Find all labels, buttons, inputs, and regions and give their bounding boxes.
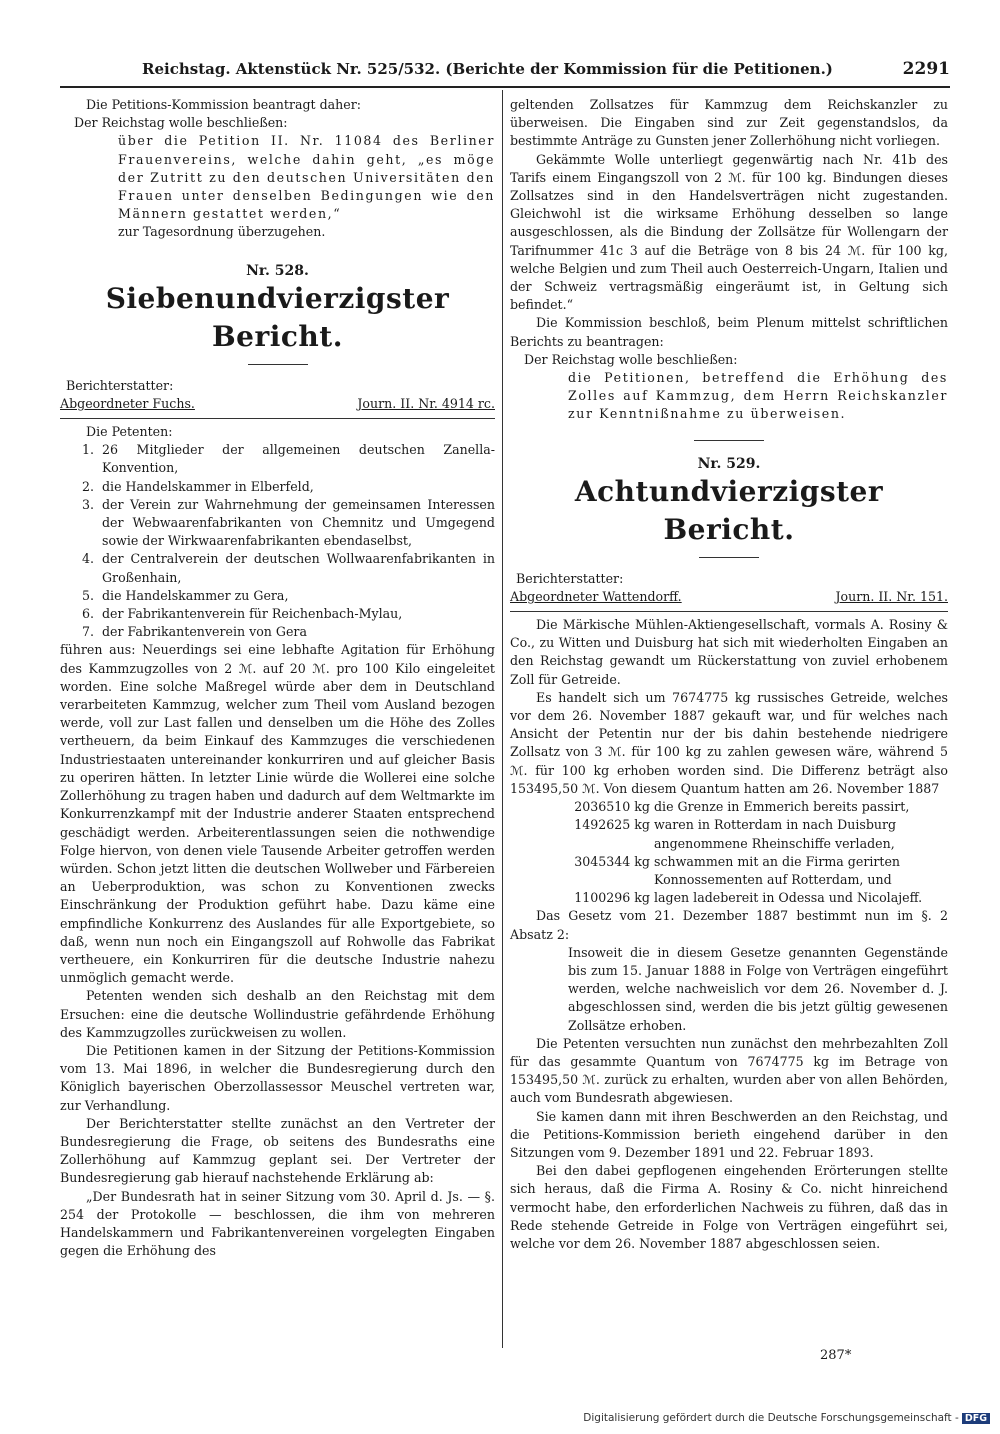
sheet-signature: 287* [820, 1348, 852, 1363]
report-number: Nr. 529. [697, 455, 761, 472]
rapporteur-label: Berichterstatter: [66, 377, 174, 393]
paragraph: Die Petitions-Kommission beantragt daher: [86, 97, 361, 112]
paragraph: führen aus: Neuerdings sei eine lebhafte Agitation für Erhöhung des Kammzugzolles von 2 ℳ. auf 20 ℳ. pro 100 Kilo eingeleitet worden. Eine solche Maßregel würde aber dem in Deutschland verarbeiteten Kammzug, welcher zum Theil vom Ausland bezogen werde, voll zur Last fallen und denselben um die Höhe des Zolles vertheuern, da beim Einkauf des Kammzuges die verschiedenen Industriestaaten untereinander konkurriren und auf gleicher Basis zu operiren hätten. In letzter Linie würde die Wollerei eine solche Zollerhöhung zu tragen haben und dadurch auf dem Weltmarkte im Konkurrenzkampf mit der Industrie anderer Staaten entsprechend geschädigt werden. Arbeiterentlassungen seien die nothwendige Folge hiervon, von denen viele Tausende Arbeiter getroffen werden würden. Schon jetzt litten die deutschen Wollweber und Färbereien an Ueberproduktion, was schon zu Konventionen zwecks Einschränkung der Produktion geführt habe. Dazu käme eine empfindliche Konkurrenz des Auslandes für alle Exportgebiete, so daß, wenn nun noch ein Eingangszoll auf Rohwolle das Fabrikat vertheuere, ein Konkurriren für die deutsche Industrie nahezu unmöglich gemacht werde. [60, 642, 495, 986]
rapporteur-name: Abgeordneter Wattendorff. [510, 589, 682, 605]
right-column [510, 96, 948, 1253]
header-title: Reichstag. Aktenstück Nr. 525/532. (Berichte der Kommission für die Petitionen.) [142, 60, 833, 78]
paragraph: geltenden Zollsatzes für Kammzug dem Reichskanzler zu überweisen. Die Eingaben sind zur Zeit gegenstandslos, da bestimmte Anträge zu Gunsten jener Zollerhöhung nicht vorliegen. [510, 97, 948, 149]
report-title: Siebenundvierzigster Bericht. [105, 281, 450, 353]
table-row: 1100296 kg lagen ladebereit in Odessa und Nicolajeff. [574, 890, 923, 906]
paragraph: Der Reichstag wolle beschließen: [524, 351, 738, 367]
quantity-table [510, 798, 948, 907]
list-item: 4. der Centralverein der deutschen Wollwaarenfabrikanten in Großenhain, [82, 551, 495, 585]
column-divider [502, 90, 503, 1348]
rapporteur-row [510, 588, 948, 608]
paragraph: Die Petitionen kamen in der Sitzung der Petitions-Kommission vom 13. Mai 1896, in welcher die Bundesregierung durch den Königlich bayerischen Oberzollassessor Meuschel vertreten war, zur Verhandlung. [60, 1042, 495, 1113]
paragraph: Das Gesetz vom 21. Dezember 1887 bestimmt nun im §. 2 Absatz 2: [510, 908, 948, 942]
table-row: 3045344 kg schwammen mit an die Firma gerirten Konnossementen auf Rotterdam, und [574, 853, 901, 887]
list-item: 6. der Fabrikantenverein für Reichenbach-Mylau, [82, 606, 403, 622]
left-column [60, 96, 495, 1260]
journal-number: Journ. II. Nr. 151. [835, 589, 948, 605]
footer-credit [583, 1412, 990, 1424]
list-item: 2. die Handelskammer in Elberfeld, [82, 478, 314, 494]
section-rule [694, 440, 764, 441]
quoted-law: Insoweit die in diesem Gesetze genannten Gegenstände bis zum 15. Januar 1888 in Folge von Verträgen eingeführt werden, welche nachweislich vor dem 26. November d. J. abgeschlossen sind, werden die bis jetzt gültig gewesenen Zollsätze erhoben. [568, 944, 948, 1033]
table-row: 1492625 kg waren in Rotterdam in nach Duisburg angenommene Rheinschiffe verladen, [574, 817, 897, 851]
title-rule [248, 364, 308, 365]
page-number: 2291 [902, 59, 950, 79]
paragraph: Die Märkische Mühlen-Aktiengesellschaft, vormals A. Rosiny & Co., zu Witten und Duisburg hat sich mit wiederholten Eingaben an den Reichstag gewandt um Rückerstattung von zuviel erhobenem Zoll für Getreide. [510, 617, 948, 687]
rapporteur-label: Berichterstatter: [516, 570, 624, 586]
motion-text: über die Petition II. Nr. 11084 des Berliner Frauenvereins, welche dahin geht, „es möge der Zutritt zu den deutschen Universitäten den Frauen unter denselben Bedingungen wie den Männern gestattet werden,“ [118, 133, 495, 222]
paragraph: Bei den dabei gepflogenen eingehenden Erörterungen stellte sich heraus, daß die Firma A. Rosiny & Co. nicht hinreichend vermocht habe, den erforderlichen Nachweis zu führen, daß das in Rede stehende Getreide in Folge von Verträgen eingeführt sei, welche vor dem 26. November 1887 abgeschlossen seien. [510, 1163, 948, 1251]
paragraph: Die Petenten versuchten nun zunächst den mehrbezahlten Zoll für das gesammte Quantum von 7674775 kg im Betrage von 153495,50 ℳ. zurück zu erhalten, wurden aber von allen Behörden, auch vom Bundesrath abgewiesen. [510, 1035, 948, 1106]
rapporteur-name: Abgeordneter Fuchs. [60, 396, 195, 412]
paragraph: Gekämmte Wolle unterliegt gegenwärtig nach Nr. 41b des Tarifs einem Eingangszoll von 2 ℳ. für 100 kg. Bindungen dieses Zollsatzes sind in den Handelsverträgen nicht zugestanden. Gleichwohl ist die wirksame Erhöhung desselben so lange ausgeschlossen, als die Bindung der Zollsätze für Wollengarn der Tarifnummer 41c 3 auf die Beträge von 8 bis 24 ℳ. für 100 kg, welche Belgien und zum Theil auch Oesterreich-Ungarn, Italien und der Schweiz vertragsmäßig eingeräumt ist, in Geltung sich befindet.“ [510, 151, 948, 313]
report-title: Achtundvierzigster Bericht. [574, 474, 884, 546]
paragraph: Die Kommission beschloß, beim Plenum mittelst schriftlichen Berichts zu beantragen: [510, 315, 948, 349]
table-row: 2036510 kg die Grenze in Emmerich bereits passirt, [574, 799, 910, 815]
divider [60, 418, 495, 419]
list-item: 7. der Fabrikantenverein von Gera [82, 624, 307, 640]
paragraph: zur Tagesordnung überzugehen. [118, 224, 326, 240]
list-item: 1. 26 Mitglieder der allgemeinen deutschen Zanella-Konvention, [82, 442, 495, 476]
motion-text: die Petitionen, betreffend die Erhöhung des Zolles auf Kammzug, dem Herrn Reichskanzler zur Kenntnißnahme zu überweisen. [568, 370, 948, 422]
journal-number: Journ. II. Nr. 4914 rc. [357, 396, 495, 412]
list-item: 5. die Handelskammer zu Gera, [82, 587, 289, 603]
dfg-logo: DFG [962, 1413, 990, 1424]
header-rule [60, 86, 950, 88]
footer-text: Digitalisierung gefördert durch die Deutsche Forschungsgemeinschaft - [583, 1412, 959, 1424]
report-number: Nr. 528. [246, 262, 309, 279]
paragraph: Petenten wenden sich deshalb an den Reichstag mit dem Ersuchen: eine die deutsche Wollindustrie gefährdende Erhöhung des Kammzugzolles zurückweisen zu wollen. [60, 988, 495, 1040]
title-rule [699, 557, 759, 558]
paragraph: Die Petenten: [86, 424, 173, 440]
page-header [60, 54, 950, 84]
list-item: 3. der Verein zur Wahrnehmung der gemeinsamen Interessen der Webwaarenfabrikanten von Chemnitz und Umgegend sowie der Wirkwaarenfabrikanten ebendaselbst, [82, 496, 495, 549]
rapporteur-row [60, 395, 495, 415]
paragraph: Es handelt sich um 7674775 kg russisches Getreide, welches vor dem 26. November 1887 gekauft war, und für welches nach Ansicht der Petentin nur der bis dahin bestehende niedrigere Zollsatz von 3 ℳ. für 100 kg zu zahlen gewesen wäre, während 5 ℳ. für 100 kg erhoben worden sind. Die Differenz beträgt also 153495,50 ℳ. Von diesem Quantum hatten am 26. November 1887 [510, 689, 948, 796]
petitioner-list [60, 441, 495, 641]
paragraph: Der Berichterstatter stellte zunächst an den Vertreter der Bundesregierung die Frage, ob seitens des Bundesraths eine Zollerhöhung auf Kammzug geplant sei. Der Vertreter der Bundesregierung gab hierauf nachstehende Erklärung ab: [60, 1115, 495, 1186]
paragraph: Sie kamen dann mit ihren Beschwerden an den Reichstag, und die Petitions-Kommission berieth eingehend darüber in den Sitzungen vom 9. Dezember 1891 und 22. Februar 1893. [510, 1108, 948, 1160]
paragraph: Der Reichstag wolle beschließen: [74, 115, 288, 131]
quoted-declaration: „Der Bundesrath hat in seiner Sitzung vom 30. April d. Js. — §. 254 der Protokolle — beschlossen, die ihm von mehreren Handelskammern und Fabrikantenvereinen vorgelegten Eingaben gegen die Erhöhung des [60, 1188, 495, 1259]
divider [510, 611, 948, 612]
